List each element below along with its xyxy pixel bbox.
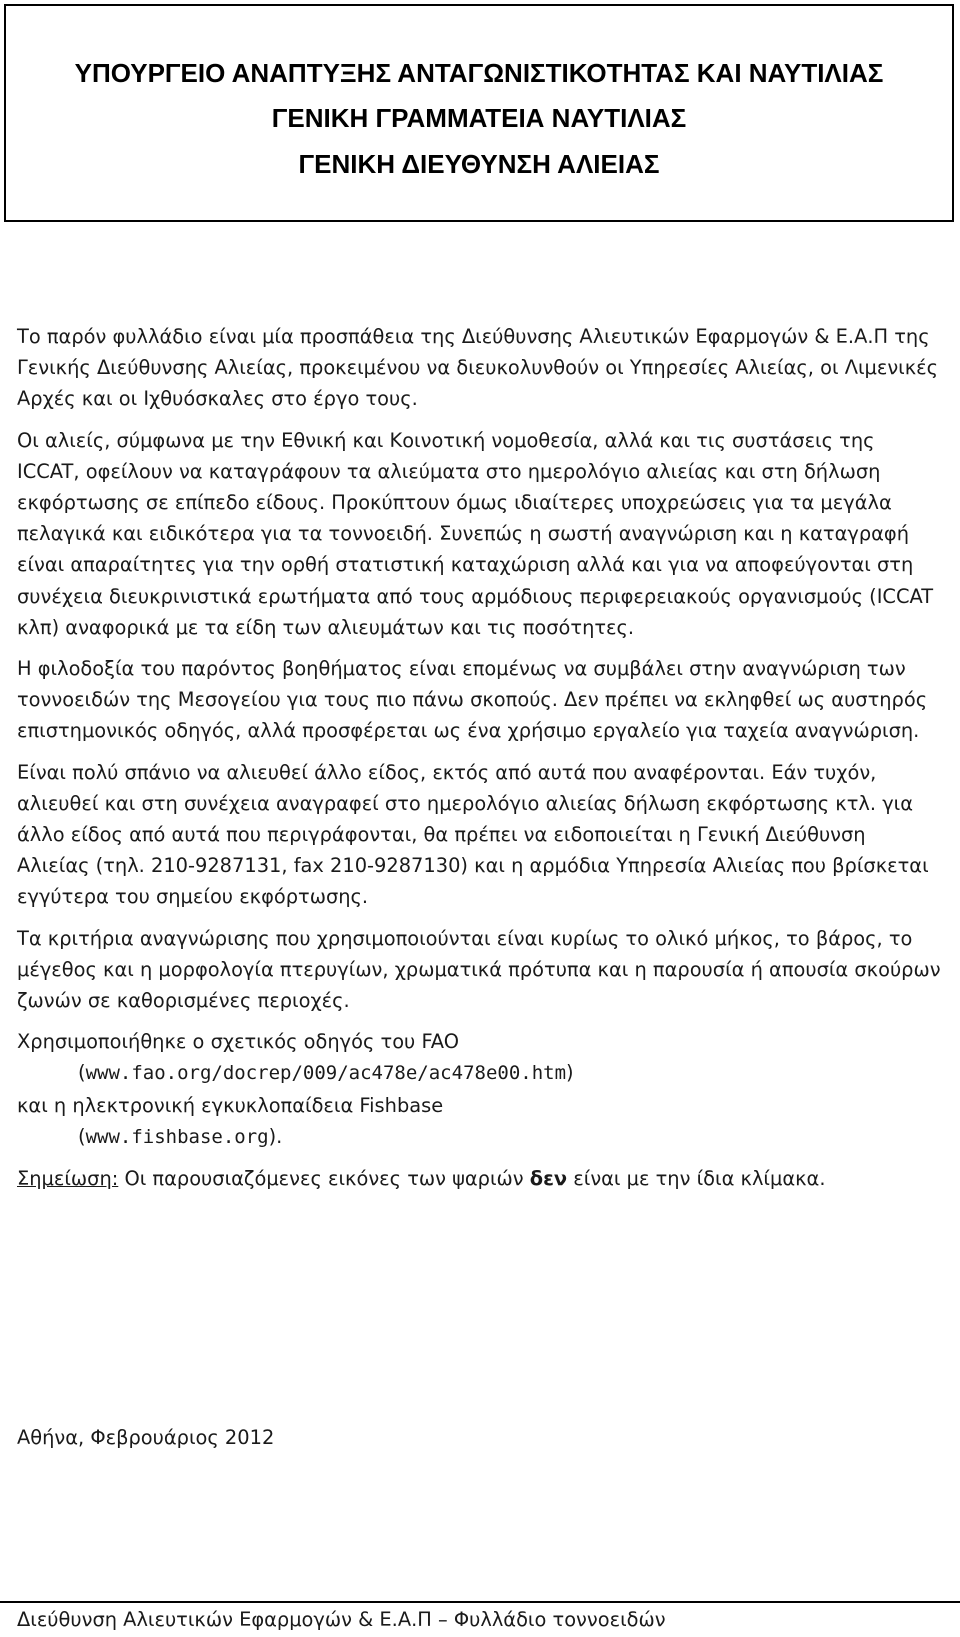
fishbase-link[interactable]: www.fishbase.org: [85, 1125, 269, 1148]
footer-divider: [0, 1601, 960, 1603]
date-line: Αθήνα, Φεβρουάριος 2012: [17, 1426, 275, 1449]
purpose-paragraph: Η φιλοδοξία του παρόντος βοηθήματος είναι επομένως να συμβάλει στην αναγνώριση των τοννοειδών της Μεσογείου για τους πιο πάνω σκοπούς. Δεν πρέπει να εκληφθεί ως αυστηρός επιστημονικός οδηγός, αλλά προσφέρεται ως ένα χρήσιμο εργαλείο για ταχεία αναγνώριση.: [17, 657, 928, 743]
header-box: [4, 4, 954, 222]
page-footer: Διεύθυνση Αλιευτικών Εφαρμογών & Ε.Α.Π – Φυλλάδιο τοννοειδών: [17, 1608, 666, 1631]
obligations-paragraph: Οι αλιείς, σύμφωνα με την Εθνική και Κοινοτική νομοθεσία, αλλά και τις συστάσεις της ICCAT, οφείλουν να καταγράφουν τα αλιεύματα στο ημερολόγιο αλιείας και στη δήλωση εκφόρτωσης σε επίπεδο είδους. Προκύπτουν όμως ιδιαίτερες υποχρεώσεις για τα μεγάλα πελαγικά και ειδικότερα για τα τοννοειδή. Συνεπώς η σωστή αναγνώριση και η καταγραφή είναι απαραίτητες για την ορθή στατιστική καταχώριση αλλά και για να αποφεύγονται στη συνέχεια διευκρινιστικά ερωτήματα από τους αρμόδιους περιφερειακούς οργανισμούς (ICCAT κλπ) αναφορικά με τα είδη των αλιευμάτων και τις ποσότητες.: [17, 428, 934, 639]
note-text-after: είναι με την ίδια κλίμακα.: [567, 1167, 826, 1191]
fishbase-reference: (www.fishbase.org).: [78, 1124, 283, 1148]
ministry-title: ΥΠΟΥΡΓΕΙΟ ΑΝΑΠΤΥΞΗΣ ΑΝΤΑΓΩΝΙΣΤΙΚΟΤΗΤΑΣ ΚΑΙ ΝΑΥΤΙΛΙΑΣ: [74, 58, 884, 88]
fao-reference: (www.fao.org/docrep/009/ac478e/ac478e00.htm): [78, 1061, 574, 1085]
sources-block: [17, 1026, 942, 1153]
other-species-paragraph: Είναι πολύ σπάνιο να αλιευθεί άλλο είδος, εκτός από αυτά που αναφέρονται. Εάν τυχόν, αλιευθεί και στη συνέχεια αναγραφεί στο ημερολόγιο αλιείας δήλωση εκφόρτωσης κτλ. για άλλο είδος από αυτά που περιγράφονται, θα πρέπει να ειδοποιείται η Γενική Διεύθυνση Αλιείας (τηλ. 210-9287131, fax 210-9287130) και η αρμόδια Υπηρεσία Αλιείας που βρίσκεται εγγύτερα του σημείου εκφόρτωσης.: [17, 760, 929, 909]
fishbase-intro: και η ηλεκτρονική εγκυκλοπαίδεια Fishbase: [17, 1093, 444, 1117]
fao-intro: Χρησιμοποιήθηκε ο σχετικός οδηγός του FAO: [17, 1030, 459, 1054]
note-label: Σημείωση:: [17, 1167, 119, 1191]
secretariat-title: ΓΕΝΙΚΗ ΓΡΑΜΜΑΤΕΙΑ ΝΑΥΤΙΛΙΑΣ: [271, 103, 687, 133]
note: [17, 1163, 942, 1194]
document-body: [17, 321, 942, 1204]
intro-paragraph: Το παρόν φυλλάδιο είναι μία προσπάθεια της Διεύθυνσης Αλιευτικών Εφαρμογών & Ε.Α.Π της Γενικής Διεύθυνσης Αλιείας, προκειμένου να διευκολυνθούν οι Υπηρεσίες Αλιείας, οι Λιμενικές Αρχές και οι Ιχθυόσκαλες στο έργο τους.: [17, 325, 939, 411]
note-emphasis: δεν: [529, 1167, 568, 1191]
fao-link[interactable]: www.fao.org/docrep/009/ac478e/ac478e00.htm: [85, 1062, 567, 1085]
note-text-before: Οι παρουσιαζόμενες εικόνες των ψαριών: [118, 1167, 530, 1191]
directorate-title: ΓΕΝΙΚΗ ΔΙΕΥΘΥΝΣΗ ΑΛΙΕΙΑΣ: [298, 149, 660, 179]
criteria-paragraph: Τα κριτήρια αναγνώρισης που χρησιμοποιούνται είναι κυρίως το ολικό μήκος, το βάρος, το μέγεθος και η μορφολογία πτερυγίων, χρωματικά πρότυπα και η παρουσία ή απουσία σκούρων ζωνών σε καθορισμένες περιοχές.: [17, 926, 941, 1013]
